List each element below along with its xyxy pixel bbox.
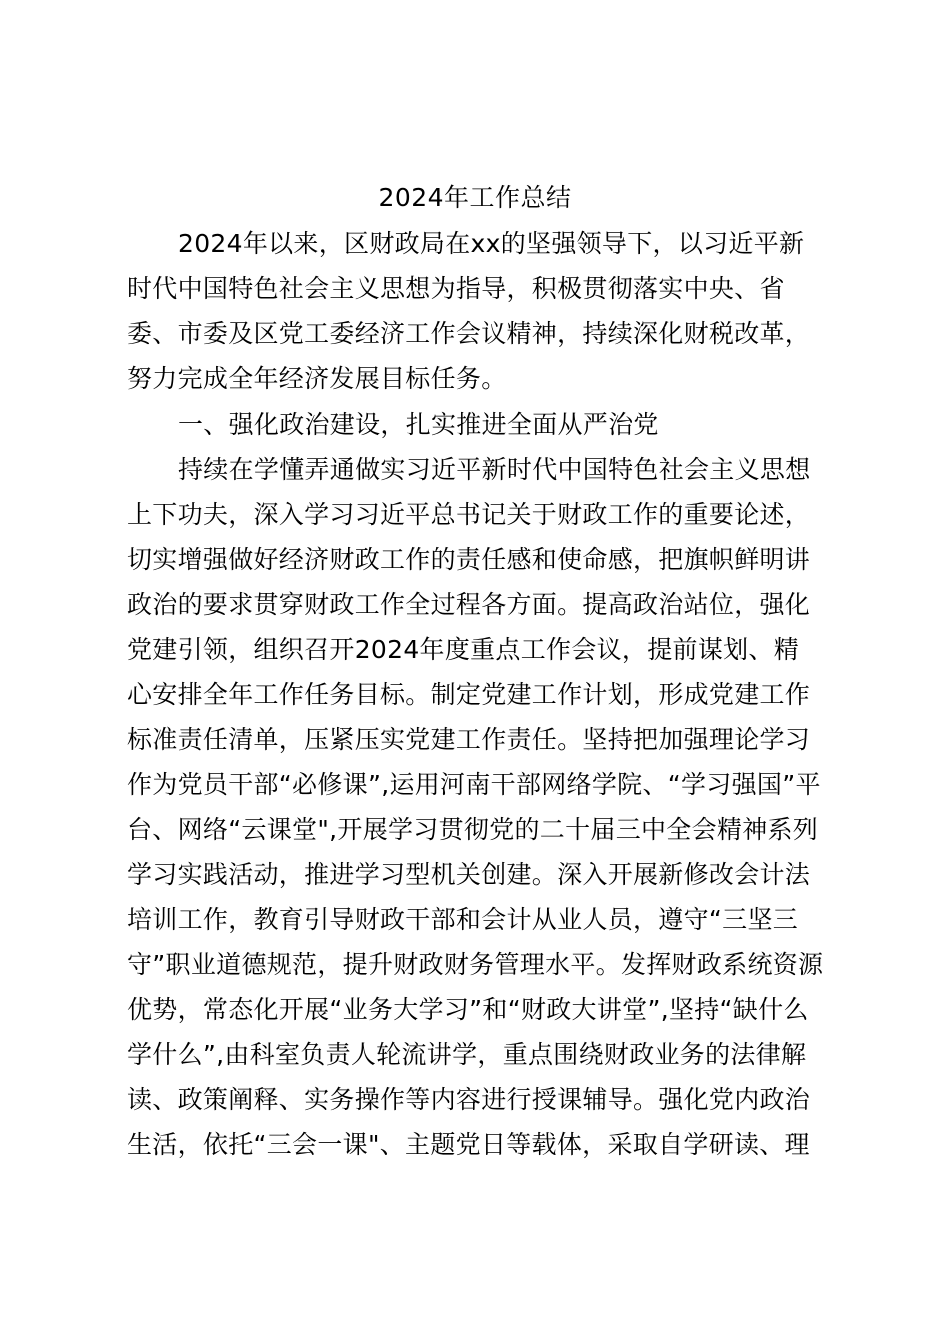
paragraph-2-line-6: 心安排全年工作任务目标。制定党建工作计划，形成党建工作	[127, 680, 811, 709]
paragraph-1-line-4: 努力完成全年经济发展目标任务。	[127, 364, 507, 393]
paragraph-2-line-13: 优势，常态化开展“业务大学习”和“财政大讲堂”,坚持“缺什么	[127, 995, 809, 1024]
paragraph-2-line-10: 学习实践活动，推进学习型机关创建。深入开展新修改会计法	[127, 860, 811, 889]
paragraph-2-line-7: 标准责任清单，压紧压实党建工作责任。坚持把加强理论学习	[127, 725, 811, 754]
paragraph-2-line-15: 读、政策阐释、实务操作等内容进行授课辅导。强化党内政治	[127, 1085, 811, 1114]
document-title: 2024年工作总结	[378, 183, 572, 212]
paragraph-2-line-16: 生活，依托“三会一课"、主题党日等载体，采取自学研读、理	[127, 1130, 810, 1159]
paragraph-2-line-14: 学什么”,由科室负责人轮流讲学，重点围绕财政业务的法律解	[127, 1040, 807, 1069]
paragraph-2-line-9: 台、网络“云课堂",开展学习贯彻党的二十届三中全会精神系列	[127, 815, 819, 844]
paragraph-2-line-4: 政治的要求贯穿财政工作全过程各方面。提高政治站位，强化	[127, 590, 811, 619]
paragraph-2-line-5: 党建引领，组织召开2024年度重点工作会议，提前谋划、精	[127, 635, 800, 664]
paragraph-2-line-11: 培训工作，教育引导财政干部和会计从业人员，遵守“三坚三	[127, 905, 799, 934]
paragraph-2-line-2: 上下功夫，深入学习习近平总书记关于财政工作的重要论述，	[127, 500, 811, 529]
paragraph-2-line-3: 切实增强做好经济财政工作的责任感和使命感，把旗帜鲜明讲	[127, 545, 811, 574]
paragraph-1-line-2: 时代中国特色社会主义思想为指导，积极贯彻落实中央、省	[127, 274, 785, 303]
paragraph-1-line-3: 委、市委及区党工委经济工作会议精神，持续深化财税改革，	[127, 319, 811, 348]
paragraph-2-line-8: 作为党员干部“必修课”,运用河南干部网络学院、“学习强国”平	[127, 770, 821, 799]
paragraph-2-line-12: 守”职业道德规范，提升财政财务管理水平。发挥财政系统资源	[127, 950, 824, 979]
section-1-heading: 一、强化政治建设，扎实推进全面从严治党	[178, 410, 659, 439]
paragraph-2-line-1: 持续在学懂弄通做实习近平新时代中国特色社会主义思想	[178, 455, 811, 484]
paragraph-1-line-1: 2024年以来，区财政局在xx的坚强领导下，以习近平新	[178, 229, 805, 258]
